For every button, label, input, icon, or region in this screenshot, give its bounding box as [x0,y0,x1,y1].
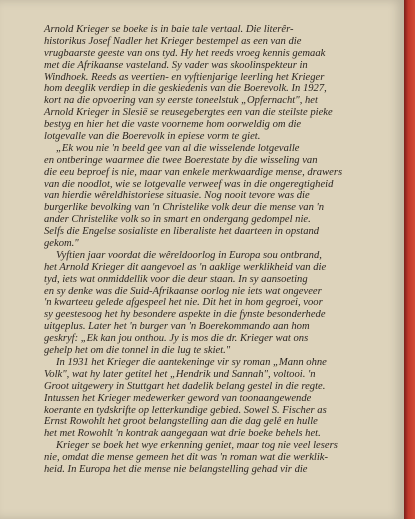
text-line: het Arnold Krieger dit aangevoel as 'n aaklige werklikheid van die [44,261,327,273]
text-line: lotgevalle van die Boerevolk in epiese vorm te giet. [44,131,261,143]
text-line: Ernst Rowohlt het groot belangstelling aan die dag gelê en hulle [44,416,318,428]
text-line: Arnold Krieger se boeke is in baie tale vertaal. Die literêr- [44,24,294,35]
text-line: kort na die opvoering van sy eerste toneelstuk „Opfernacht", het [44,95,318,107]
text-line: Windhoek. Reeds as veertien- en vyftienjarige leerling het Krieger [44,71,325,83]
book-cover-edge [404,0,415,519]
text-line: heid. In Europa het die mense nie belangstelling gehad vir die [44,463,308,475]
text-line: Intussen het Krieger medewerker geword van toonaangewende [44,392,312,404]
text-line: sy geestesoog het hy besondere aspekte in die fynste besonderhede [44,309,326,321]
text-line: geskryf: „Ek kan jou onthou. Jy is mos die dr. Krieger wat ons [44,333,309,345]
text-line: gehelp het om die tonnel in die lug te skiet." [44,345,231,357]
text-line: gekom." [44,238,79,250]
text-line: tyd, iets wat onmiddellik voor die deur staan. In sy aansoeting [44,273,308,285]
text-line: vrugbaarste geeste van ons tyd. Hy het reeds vroeg kennis gemaak [44,47,326,59]
text-line: 'n kwarteeu gelede afgespeel het nie. Dit het in hom gegroei, voor [44,297,323,309]
text-line: „Ek wou nie 'n beeld gee van al die wisselende lotgevalle [56,142,300,154]
text-line: het met Rowohlt 'n kontrak aangegaan wat drie boeke behels het. [44,428,321,440]
text-line: van hierdie wêreldhistoriese situasie. Nog nooit tevore was die [44,190,310,202]
text-line: burgerlike bevolking van 'n Christelike volk deur die mense van 'n [44,202,325,214]
text-line: en sy denke was die Suid-Afrikaanse oorlog nie iets wat ongeveer [44,285,322,297]
text-line: bestyg en hier het die vaste voorneme hom oorweldig om die [44,119,302,131]
text-line: Krieger se boek het wye erkenning geniet, maar tog nie veel lesers [56,440,338,452]
text-line: Volk", wat hy later getitel het „Hendrik und Sannah", voltooi. 'n [44,368,316,380]
text-line: koerante en tydskrifte op letterkundige gebied. Sowel S. Fischer as [44,404,327,416]
text-line: Vyftien jaar voordat die wêreldoorlog in Europa sou ontbrand, [56,249,322,261]
text-line: In 1931 het Krieger die aantekeninge vir sy roman „Mann ohne [56,356,327,368]
text-line: en ontberinge waarmee die twee Boerestate by die wisseling van [44,154,318,166]
text-line: nie, omdat die mense gemeen het dit was 'n roman wat die werklik- [44,452,329,464]
text-line: Groot uitgewery in Stuttgart het dadelik belang gestel in die regte. [44,380,326,392]
text-line: historikus Josef Nadler het Krieger bestempel as een van die [44,35,302,47]
text-line: van die noodlot, wie se lotgevalle verweef was in die ongeregtigheid [44,178,334,190]
text-line: met die Afrikaanse vasteland. Sy vader was skoolinspekteur in [44,59,308,71]
text-line: uitgeplus. Later het 'n burger van 'n Boerekommando aan hom [44,321,310,333]
text-line: die eeu beproef is nie, maar van enkele merkwaardige mense, drawers [44,166,343,178]
body-text [44,24,400,476]
text-line: ander Christelike volk so in smart en ondergang gedompel nie. [44,214,311,226]
text-line: Selfs die Engelse sosialiste en liberaliste het daarteen in opstand [44,226,320,238]
text-line: hom deeglik verdiep in die geskiedenis van die Boerevolk. In 1927, [44,83,327,95]
text-line: Arnold Krieger in Slesië se reusegebergtes een van die steilste pieke [44,107,333,119]
